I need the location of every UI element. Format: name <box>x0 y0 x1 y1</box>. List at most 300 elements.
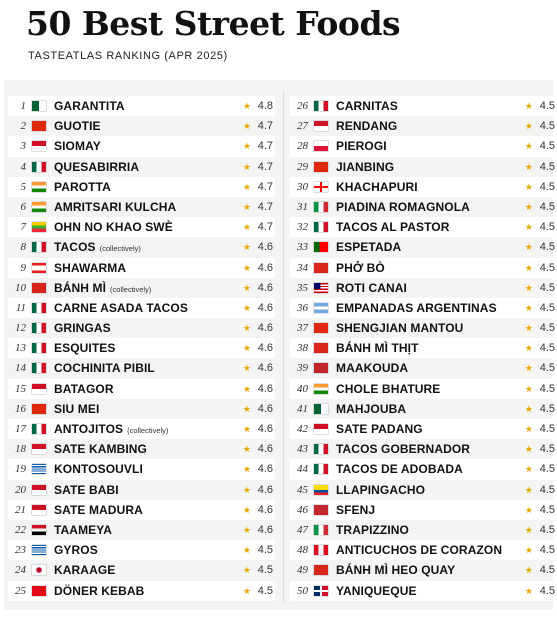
rank-number: 45 <box>297 483 308 496</box>
food-qualifier: (collectively) <box>127 426 169 435</box>
rating-value: 4.5 <box>539 523 555 536</box>
food-name <box>54 258 126 278</box>
rating-value: 4.5 <box>539 221 555 234</box>
rating-value: 4.5 <box>539 301 555 314</box>
rating-value: 4.6 <box>257 342 273 355</box>
food-name <box>336 298 497 318</box>
food-name <box>54 116 101 136</box>
rank-number: 19 <box>15 463 26 476</box>
rank-number: 20 <box>15 483 26 496</box>
food-name-text: TACOS AL PASTOR <box>336 220 450 235</box>
list-item <box>290 217 557 237</box>
star-icon: ★ <box>242 343 251 354</box>
list-item <box>8 419 275 439</box>
georgia-flag-icon <box>314 182 328 192</box>
india-flag-icon <box>32 202 46 212</box>
list-item <box>290 358 557 378</box>
food-name-text: CARNE ASADA TACOS <box>54 300 188 315</box>
rank-number: 36 <box>297 301 308 314</box>
food-name <box>336 318 463 338</box>
list-item <box>8 540 275 560</box>
rank-number: 2 <box>20 120 26 133</box>
vietnam-flag-icon <box>314 343 328 353</box>
food-name <box>336 560 455 580</box>
rank-number: 44 <box>297 463 308 476</box>
list-item <box>8 520 275 540</box>
food-name <box>54 480 119 500</box>
food-name-text: YANIQUEQUE <box>336 583 417 598</box>
list-item <box>290 116 557 136</box>
food-name <box>54 540 98 560</box>
food-name-text: ANTICUCHOS DE CORAZON <box>336 543 503 558</box>
rating-value: 4.5 <box>539 261 555 274</box>
rank-number: 48 <box>297 544 308 557</box>
food-name-text: KONTOSOUVLI <box>54 462 143 477</box>
rank-number: 30 <box>297 180 308 193</box>
rank-number: 49 <box>297 564 308 577</box>
rating-value: 4.5 <box>257 584 273 597</box>
rank-number: 8 <box>20 241 26 254</box>
rank-number: 14 <box>15 362 26 375</box>
list-item <box>8 560 275 580</box>
myanmar-flag-icon <box>32 222 46 232</box>
indonesia-flag-icon <box>32 444 46 454</box>
rank-number: 47 <box>297 523 308 536</box>
star-icon: ★ <box>524 383 533 394</box>
list-item <box>8 480 275 500</box>
rank-number: 21 <box>15 503 26 516</box>
food-name-text: SATE KAMBING <box>54 442 147 457</box>
japan-flag-icon <box>32 565 46 575</box>
food-name <box>336 358 408 378</box>
food-name <box>54 298 188 318</box>
rank-number: 3 <box>20 140 26 153</box>
india-flag-icon <box>32 182 46 192</box>
list-item <box>8 217 275 237</box>
italy-flag-icon <box>314 525 328 535</box>
star-icon: ★ <box>242 222 251 233</box>
star-icon: ★ <box>524 121 533 132</box>
rating-value: 4.5 <box>539 160 555 173</box>
food-name <box>54 581 144 601</box>
food-name <box>336 136 387 156</box>
mexico-flag-icon <box>314 444 328 454</box>
food-name-text: BATAGOR <box>54 381 114 396</box>
ranking-column-right <box>290 96 557 601</box>
food-name-text: ANTOJITOS <box>54 422 124 436</box>
food-name <box>54 217 173 237</box>
food-name-text: GYROS <box>54 543 98 558</box>
food-name-text: CHOLE BHATURE <box>336 381 441 396</box>
food-name-text: TACOS DE ADOBADA <box>336 462 463 477</box>
food-name <box>54 136 101 156</box>
list-item <box>8 96 275 116</box>
star-icon: ★ <box>242 585 251 596</box>
turkey-flag-icon <box>32 586 46 596</box>
rating-value: 4.6 <box>257 301 273 314</box>
rating-value: 4.5 <box>539 241 555 254</box>
food-name-text: ESPETADA <box>336 240 402 255</box>
list-item <box>290 439 557 459</box>
star-icon: ★ <box>242 101 251 111</box>
rank-number: 16 <box>15 402 26 415</box>
star-icon: ★ <box>242 484 251 495</box>
food-name-text: RENDANG <box>336 119 398 134</box>
star-icon: ★ <box>242 181 251 192</box>
rank-number: 13 <box>15 342 26 355</box>
food-name-text: BÁNH MÌ HEO QUAY <box>336 563 456 578</box>
star-icon: ★ <box>242 504 251 515</box>
malaysia-flag-icon <box>314 283 328 293</box>
star-icon: ★ <box>524 484 533 495</box>
rating-value: 4.5 <box>539 443 555 456</box>
food-qualifier: (collectively) <box>110 284 152 294</box>
food-name <box>336 540 502 560</box>
food-name-text: JIANBING <box>336 159 395 174</box>
dominican-republic-flag-icon <box>314 586 328 596</box>
food-name <box>336 500 375 520</box>
rank-number: 22 <box>15 523 26 536</box>
food-name-text: MAAKOUDA <box>336 361 409 376</box>
star-icon: ★ <box>242 302 251 313</box>
star-icon: ★ <box>524 343 533 354</box>
list-item <box>290 459 557 479</box>
food-name-text: AMRITSARI KULCHA <box>54 199 177 214</box>
food-name <box>336 419 423 439</box>
rating-value: 4.5 <box>539 423 555 435</box>
list-item <box>290 136 557 156</box>
list-item <box>8 581 275 601</box>
rank-number: 39 <box>297 362 308 375</box>
morocco-flag-icon <box>314 363 328 373</box>
rank-number: 17 <box>15 423 26 435</box>
rating-value: 4.5 <box>539 402 555 415</box>
food-name-text: TACOS GOBERNADOR <box>336 442 471 457</box>
food-name-text: TRAPIZZINO <box>336 522 409 537</box>
list-item <box>290 278 557 298</box>
rank-number: 40 <box>297 382 308 395</box>
list-item <box>290 379 557 399</box>
food-name <box>336 258 385 278</box>
rank-number: 34 <box>297 261 308 274</box>
morocco-flag-icon <box>314 505 328 515</box>
food-name-text: KARAAGE <box>54 563 116 578</box>
list-item <box>8 500 275 520</box>
food-name-text: BÁNH MÌ <box>54 280 107 295</box>
food-name <box>54 197 176 217</box>
star-icon: ★ <box>242 565 251 576</box>
list-item <box>290 560 557 580</box>
food-name-text: BÁNH MÌ THỊT <box>336 341 419 356</box>
star-icon: ★ <box>524 524 533 535</box>
food-name-text: GARANTITA <box>54 99 125 113</box>
food-name <box>336 157 394 177</box>
list-item <box>8 298 275 318</box>
list-item <box>8 177 275 197</box>
rating-value: 4.5 <box>539 140 555 153</box>
rating-value: 4.8 <box>257 100 273 112</box>
china-flag-icon <box>314 162 328 172</box>
rank-number: 12 <box>15 322 26 335</box>
food-name <box>336 217 450 237</box>
food-name <box>336 237 401 257</box>
indonesia-flag-icon <box>314 424 328 434</box>
food-name <box>336 480 425 500</box>
food-name-text: ROTI CANAI <box>336 280 407 295</box>
rank-number: 29 <box>297 160 308 173</box>
greece-flag-icon <box>32 545 46 555</box>
food-name <box>54 338 115 358</box>
star-icon: ★ <box>242 282 251 293</box>
rating-value: 4.6 <box>257 443 273 456</box>
star-icon: ★ <box>524 161 533 172</box>
list-item <box>290 237 557 257</box>
list-item <box>8 338 275 358</box>
food-qualifier: (collectively) <box>99 244 141 254</box>
food-name-text: PIEROGI <box>336 139 387 154</box>
star-icon: ★ <box>242 141 251 152</box>
food-name-text: LLAPINGACHO <box>336 482 426 497</box>
food-name-text: GRINGAS <box>54 321 111 336</box>
rating-value: 4.5 <box>539 120 555 133</box>
star-icon: ★ <box>524 403 533 414</box>
rating-value: 4.6 <box>257 382 273 395</box>
list-item <box>8 318 275 338</box>
star-icon: ★ <box>524 302 533 313</box>
rating-value: 4.5 <box>539 463 555 476</box>
food-name <box>54 459 143 479</box>
rating-value: 4.5 <box>539 342 555 355</box>
food-name <box>54 157 139 177</box>
rank-number: 42 <box>297 423 308 435</box>
food-name <box>336 96 398 116</box>
star-icon: ★ <box>524 545 533 556</box>
rating-value: 4.5 <box>539 544 555 557</box>
food-name-text: CARNITAS <box>336 99 398 113</box>
rank-number: 43 <box>297 443 308 456</box>
list-item <box>8 358 275 378</box>
food-name-text: QUESABIRRIA <box>54 159 140 174</box>
food-name <box>54 318 111 338</box>
rating-value: 4.7 <box>257 221 273 234</box>
food-name-text: DÖNER KEBAB <box>54 583 145 598</box>
rating-value: 4.5 <box>539 362 555 375</box>
star-icon: ★ <box>242 323 251 334</box>
star-icon: ★ <box>524 282 533 293</box>
star-icon: ★ <box>242 444 251 455</box>
rating-value: 4.7 <box>257 160 273 173</box>
star-icon: ★ <box>524 585 533 596</box>
list-item <box>290 157 557 177</box>
rank-number: 37 <box>297 322 308 335</box>
indonesia-flag-icon <box>32 505 46 515</box>
rating-value: 4.5 <box>257 564 273 577</box>
rating-value: 4.5 <box>539 584 555 597</box>
lebanon-flag-icon <box>32 263 46 273</box>
rating-value: 4.5 <box>539 180 555 193</box>
list-item <box>290 177 557 197</box>
star-icon: ★ <box>242 363 251 374</box>
list-item <box>290 96 557 116</box>
rating-value: 4.5 <box>539 200 555 213</box>
vietnam-flag-icon <box>32 283 46 293</box>
star-icon: ★ <box>524 222 533 233</box>
star-icon: ★ <box>524 141 533 152</box>
food-name <box>336 520 409 540</box>
star-icon: ★ <box>524 201 533 212</box>
indonesia-flag-icon <box>32 141 46 151</box>
rating-value: 4.5 <box>539 483 555 496</box>
mexico-flag-icon <box>314 101 328 111</box>
food-name <box>54 96 125 116</box>
rating-value: 4.6 <box>257 362 273 375</box>
china-flag-icon <box>32 404 46 414</box>
food-name <box>336 177 418 197</box>
food-name <box>54 500 143 520</box>
mexico-flag-icon <box>314 464 328 474</box>
page-subtitle: TASTEATLAS RANKING (APR 2025) <box>28 50 228 62</box>
star-icon: ★ <box>524 464 533 475</box>
mexico-flag-icon <box>314 222 328 232</box>
rank-number: 11 <box>15 301 26 314</box>
column-divider <box>283 90 284 602</box>
rank-number: 24 <box>15 564 26 577</box>
rating-value: 4.6 <box>257 423 273 435</box>
food-name <box>336 379 440 399</box>
rating-value: 4.5 <box>257 544 273 557</box>
rating-value: 4.6 <box>257 503 273 516</box>
page-title: 50 Best Street Foods <box>26 4 401 43</box>
ranking-board <box>4 80 553 610</box>
list-item <box>8 237 275 257</box>
list-item <box>8 136 275 156</box>
food-name <box>336 439 470 459</box>
rating-value: 4.6 <box>257 261 273 274</box>
rating-value: 4.5 <box>539 100 555 112</box>
food-name <box>336 197 470 217</box>
rating-value: 4.6 <box>257 483 273 496</box>
food-name-text: SFENJ <box>336 502 376 517</box>
star-icon: ★ <box>524 101 533 111</box>
rank-number: 25 <box>15 584 26 597</box>
mexico-flag-icon <box>32 242 46 252</box>
list-item <box>290 338 557 358</box>
rating-value: 4.6 <box>257 463 273 476</box>
mexico-flag-icon <box>32 323 46 333</box>
algeria-flag-icon <box>32 101 46 111</box>
list-item <box>290 520 557 540</box>
rating-value: 4.5 <box>539 382 555 395</box>
rank-number: 50 <box>297 584 308 597</box>
star-icon: ★ <box>242 383 251 394</box>
star-icon: ★ <box>524 444 533 455</box>
list-item <box>290 500 557 520</box>
list-item <box>290 318 557 338</box>
star-icon: ★ <box>242 201 251 212</box>
rating-value: 4.6 <box>257 241 273 254</box>
list-item <box>290 258 557 278</box>
rating-value: 4.5 <box>539 564 555 577</box>
list-item <box>8 278 275 298</box>
star-icon: ★ <box>524 424 533 434</box>
rank-number: 38 <box>297 342 308 355</box>
food-name-text: SIOMAY <box>54 139 101 154</box>
food-name-text: PAROTTA <box>54 179 111 194</box>
star-icon: ★ <box>242 545 251 556</box>
star-icon: ★ <box>242 121 251 132</box>
rating-value: 4.6 <box>257 402 273 415</box>
food-name-text: SATE BABI <box>54 482 119 497</box>
rating-value: 4.5 <box>539 503 555 516</box>
star-icon: ★ <box>242 524 251 535</box>
china-flag-icon <box>314 323 328 333</box>
food-name-text: KHACHAPURI <box>336 179 418 194</box>
food-name <box>54 237 141 259</box>
rating-value: 4.6 <box>257 281 273 294</box>
star-icon: ★ <box>242 464 251 475</box>
star-icon: ★ <box>242 403 251 414</box>
peru-flag-icon <box>314 545 328 555</box>
rating-value: 4.6 <box>257 523 273 536</box>
rank-number: 1 <box>20 100 26 112</box>
rating-value: 4.7 <box>257 120 273 133</box>
mexico-flag-icon <box>32 363 46 373</box>
star-icon: ★ <box>524 181 533 192</box>
rank-number: 6 <box>20 200 26 213</box>
vietnam-flag-icon <box>314 565 328 575</box>
indonesia-flag-icon <box>32 384 46 394</box>
rating-value: 4.5 <box>539 281 555 294</box>
argentina-flag-icon <box>314 303 328 313</box>
greece-flag-icon <box>32 464 46 474</box>
list-item <box>290 197 557 217</box>
mexico-flag-icon <box>32 343 46 353</box>
star-icon: ★ <box>242 242 251 253</box>
list-item <box>290 540 557 560</box>
food-name <box>54 439 147 459</box>
algeria-flag-icon <box>314 404 328 414</box>
china-flag-icon <box>32 121 46 131</box>
rank-number: 41 <box>297 402 308 415</box>
ecuador-flag-icon <box>314 485 328 495</box>
indonesia-flag-icon <box>32 485 46 495</box>
rank-number: 9 <box>20 261 26 274</box>
food-name-text: SATE PADANG <box>336 422 423 436</box>
rank-number: 46 <box>297 503 308 516</box>
list-item <box>8 459 275 479</box>
vietnam-flag-icon <box>314 263 328 273</box>
list-item <box>290 581 557 601</box>
list-item <box>8 399 275 419</box>
portugal-flag-icon <box>314 242 328 252</box>
star-icon: ★ <box>242 424 251 434</box>
list-item <box>8 439 275 459</box>
rating-value: 4.6 <box>257 322 273 335</box>
rank-number: 31 <box>297 200 308 213</box>
food-name <box>54 399 99 419</box>
food-name <box>54 358 155 378</box>
list-item <box>8 157 275 177</box>
rank-number: 5 <box>20 180 26 193</box>
rank-number: 33 <box>297 241 308 254</box>
food-name-text: SIU MEI <box>54 401 100 416</box>
food-name-text: GUOTIE <box>54 119 101 134</box>
list-item <box>290 480 557 500</box>
food-name <box>54 379 114 399</box>
mexico-flag-icon <box>32 303 46 313</box>
food-name <box>54 560 115 580</box>
list-item <box>8 116 275 136</box>
